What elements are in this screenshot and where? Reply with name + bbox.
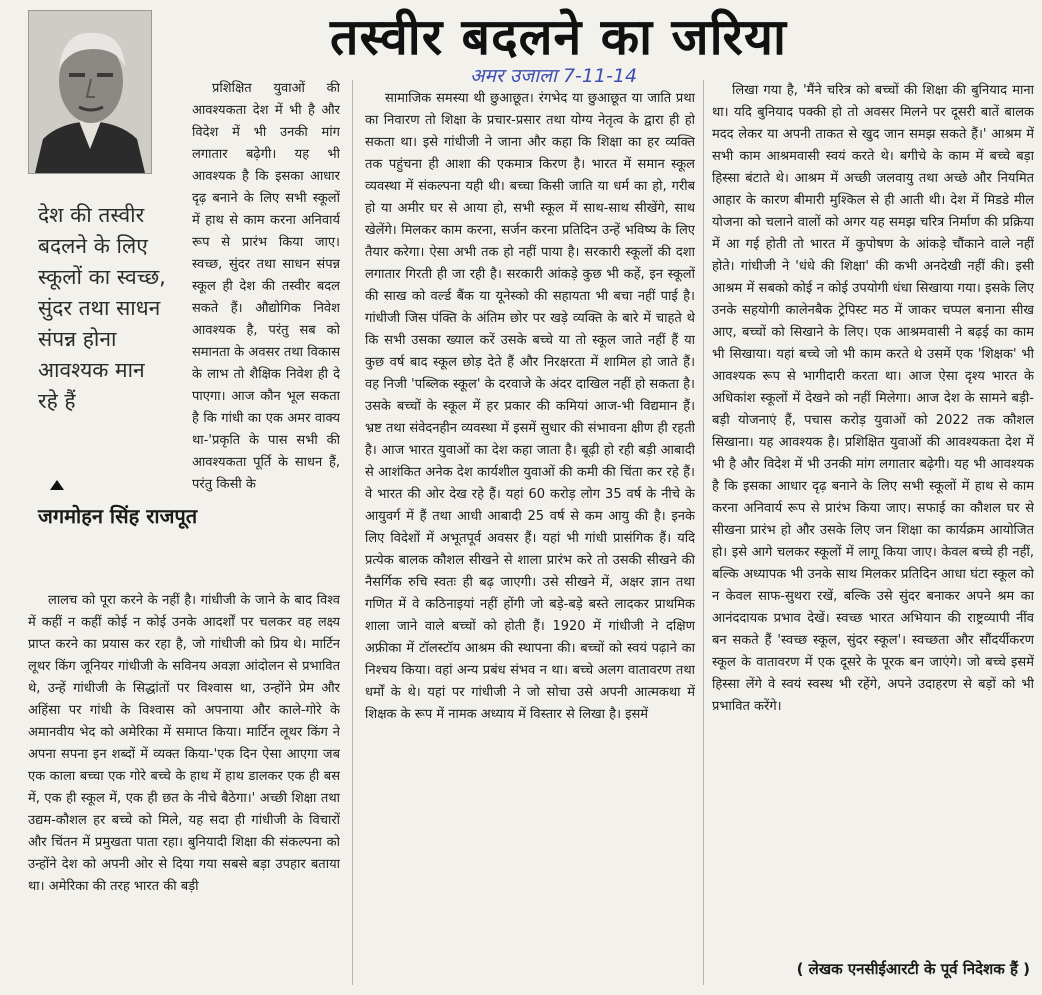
article-column-a: प्रशिक्षित युवाओं की आवश्यकता देश में भी है और विदेश में भी उनकी मांग लगातार बढ़ेगी। यह भी आवश्यक है कि इसका आधार दृढ़ बनाने के लिए सभी स्कूलों में हाथ से काम करना अनिवार्य रूप से प्रारंभ किया जाए। स्वच्छ, सुंदर तथा साधन संपन्न स्कूल ही देश की तस्वीर बदल सकते हैं। औद्योगिक निवेश आवश्यक है, परंतु सब को समानता के अवसर तथा विकास के लाभ तो शैक्षिक निवेश ही दे पाएगा। आज कौन भूल सकता है कि गांधी का एक अमर वाक्य था-'प्रकृति के पास सभी की आवश्यकता पूर्ति के साधन हैं, परंतु किसी के [192, 81, 340, 492]
column-rule [352, 80, 353, 985]
handwritten-date-note: अमर उजाला 7-11-14 [470, 65, 638, 87]
triangle-up-icon [50, 480, 64, 490]
pull-quote: देश की तस्वीर बदलने के लिए स्कूलों का स्वच्छ, सुंदर तथा साधन संपन्न होना आवश्यक मान रहे हैं [38, 203, 166, 413]
article-column-c: सामाजिक समस्या थी छुआछूत। रंगभेद या छुआछूत या जाति प्रथा का निवारण तो शिक्षा के प्रचार-प्रसार तथा योग्य नेतृत्व के द्वारा ही हो सकता था। इसे गांधीजी ने जाना और कहा कि शिक्षा का हर व्यक्ति तक पहुंचना ही आशा की एकमात्र किरण है। भारत में समान स्कूल व्यवस्था में संकल्पना यही थी। बच्चा किसी जाति या धर्म का हो, गरीब हो या अमीर घर से आया हो, सभी स्कूल में साथ-साथ सीखेंगे, साथ खेलेंगे। मिलकर काम करना, सर्जन करना प्रतिदिन उन्हें भविष्य के लिए तैयार करेगा। ऐसा अभी तक हो नहीं पाया है। सरकारी स्कूलों की दशा लगातार गिरती ही जा रही है। सरकारी आंकड़े कुछ भी कहें, इन स्कूलों की साख को वर्ल्ड बैंक या यूनेस्को की सहायता भी बचा नहीं पाई है। गांधीजी जिस पंक्ति के अंतिम छोर पर खड़े व्यक्ति के बारे में चाहते थे कि सभी उसका ख्याल करें उसके बच्चे या तो स्कूल जाते नहीं हैं या कुछ वर्ष बाद स्कूल छोड़ देते हैं और निरक्षरता में शामिल हो जाते हैं। वह निजी 'पब्लिक स्कूल' के दरवाजे के अंदर दाखिल नहीं हो सकता है। उसके बच्चों के स्कूल में हर प्रकार की कमियां आज-भी विद्यमान हैं। भ्रष्ट तथा संवेदनहीन व्यवस्था में इसमें सुधार की संभावना क्षीण ही रहती है। आज भारत युवाओं का देश कहा जाता है। बूढ़ी हो रही बड़ी आबादी से आशंकित अनेक देश कार्यशील युवाओं की कमी की चिंता कर रहे हैं। वे भारत की ओर देख रहे हैं। यहां 60 करोड़ लोग 35 वर्ष के नीचे के आयुवर्ग में हैं तथा आधी आबादी 25 वर्ष से कम आयु की है। इनके लिए विदेशों में अभूतपूर्व अवसर हैं। यहां भी गांधी प्रासंगिक हैं। यदि प्रत्येक बालक कौशल सीखने से शाला प्रारंभ करे तो उसकी सीखने की नैसर्गिक रुचि स्वतः ही बढ़ जाएगी। उसे सीखने में, अक्षर ज्ञान तथा गणित में वे कठिनाइयां नहीं होंगी जो बड़े-बड़े बस्ते लादकर प्राथमिक शाला जाने वाले बच्चों को होती हैं। 1920 में गांधीजी ने दक्षिण अफ्रीका में टॉलस्टॉय आश्रम की स्थापना की। बच्चों को स्वयं पढ़ाने का निश्चय किया। वहां अन्य प्रबंध संभव न था। बच्चे अलग वातावरण तथा धर्मों के थे। यहां पर गांधीजी ने जो सोचा उसे अपनी आत्मकथा में शिक्षक के रूप में नामक अध्याय में विस्तार से लिखा है। इसमें [365, 91, 695, 722]
author-portrait-icon [29, 11, 151, 173]
headline: तस्वीर बदलने का जरिया [330, 8, 787, 66]
author-photo [28, 10, 152, 174]
article-column-b: लालच को पूरा करने के नहीं है। गांधीजी के जाने के बाद विश्व में कहीं न कहीं कोई न कोई उनके आदर्शों पर चलकर वह लक्ष्य प्राप्त करने का प्रयास कर रहा है, जो गांधीजी को प्रिय थे। मार्टिन लूथर किंग जूनियर गांधीजी के सविनय अवज्ञा आंदोलन से प्रभावित थे, उन्हें गांधीजी के सिद्धांतों पर विश्वास था, उन्होंने प्रेम और अहिंसा पर गांधी के विश्वास को अपनाया और काले-गोरे के अमानवीय भेद को अमेरिका में समाप्त किया। मार्टिन लूथर किंग ने अपना सपना इन शब्दों में व्यक्त किया-'एक दिन ऐसा आएगा जब एक काला बच्चा एक गोरे बच्चे के हाथ में हाथ डालकर एक ही बस में, एक ही स्कूल में, एक ही छत के नीचे बैठेगा।' अच्छी शिक्षा तथा उद्यम-कौशल हर बच्चे को मिले, यह सदा ही गांधीजी के विचारों और चिंतन में प्रमुखता पाता रहा। बुनियादी शिक्षा की संकल्पना को उन्होंने देश को अपनी ओर से दिया गया सबसे बड़ा उपहार बताया था। अमेरिका की तरह भारत की बड़ी [28, 593, 340, 894]
article-column-d: लिखा गया है, 'मैंने चरित्र को बच्चों की शिक्षा की बुनियाद माना था। यदि बुनियाद पक्की हो तो अवसर मिलने पर दूसरी बातें बालक मदद लेकर या अपनी ताकत से खुद जान समझ सकते हैं।' आश्रम में सभी काम आश्रमवासी स्वयं करते थे। बगीचे के काम में बच्चे बड़ा हिस्सा बंटाते थे। आश्रम में अच्छी जलवायु तथा अच्छे और नियमित आहार के कारण बीमारी मुश्किल से ही आती थी। देश में मिडडे मील योजना को चलाने वालों को अगर यह समझ चरित्र निर्माण की प्रक्रिया में आ गई होती तो भारत में कुपोषण के आंकड़े चौंकाने वाले नहीं होते। गांधीजी ने 'धंधे की शिक्षा' की कभी अनदेखी नहीं की। इसी आश्रम में सबको कोई न कोई उपयोगी धंधा सिखाया गया। इसके लिए उनके सहयोगी कालेनबैक ट्रेपिस्ट मठ में जाकर चप्पल बनाना सीख आए, बच्चों को सिखाने के लिए। एक आश्रमवासी ने बढ़ई का काम भी सिखाया। यहां बच्चे जो भी काम करते थे उसमें एक 'शिक्षक' भी आवश्यक रूप से भागीदारी करता था। आज ऐसा दृश्य भारत के अधिकांश स्कूलों में देखने को नहीं मिलेगा। आज देश के सामने बड़ी-बड़ी योजनाएं हैं, पचास करोड़ युवाओं को 2022 तक कौशल सिखाना। यह आवश्यक है। प्रशिक्षित युवाओं की आवश्यकता देश में भी है और विदेश में भी उनकी मांग लगातार बढ़ेगी। यह भी आवश्यक है कि इसका आधार दृढ़ बनाने के लिए सभी स्कूलों में हाथ से काम करना अनिवार्य रूप से प्रारंभ किया जाए। सफाई का कौशल घर से सीखना प्रारंभ हो और उसके लिए जन शिक्षा का कार्यक्रम आयोजित हो। इसे आगे चलकर स्कूलों में लागू किया जाए। केवल बच्चे ही नहीं, बल्कि अध्यापक भी उनके साथ मिलकर प्रतिदिन आधा घंटा स्कूल को न केवल साफ-सुथरा रखें, बल्कि उसे सुंदर बनाकर अपने श्रम का आनंददायक प्रभाव देखें। स्वच्छ भारत अभियान की राष्ट्रव्यापी नींव बन सकते हैं 'स्वच्छ स्कूल, सुंदर स्कूल'। स्वच्छता और सौंदर्यीकरण स्कूल के वातावरण में एक दूसरे के पूरक बन जाएंगे। जो बच्चे इसमें हिस्सा लेंगे वे स्वयं स्वस्थ भी रहेंगे, अपने उदाहरण से बड़ों को भी प्रभावित करेंगे। [712, 83, 1034, 714]
author-credit-note: ( लेखक एनसीईआरटी के पूर्व निदेशक हैं ) [796, 960, 1030, 978]
column-rule [703, 80, 704, 985]
author-byline: जगमोहन सिंह राजपूत [38, 504, 198, 528]
